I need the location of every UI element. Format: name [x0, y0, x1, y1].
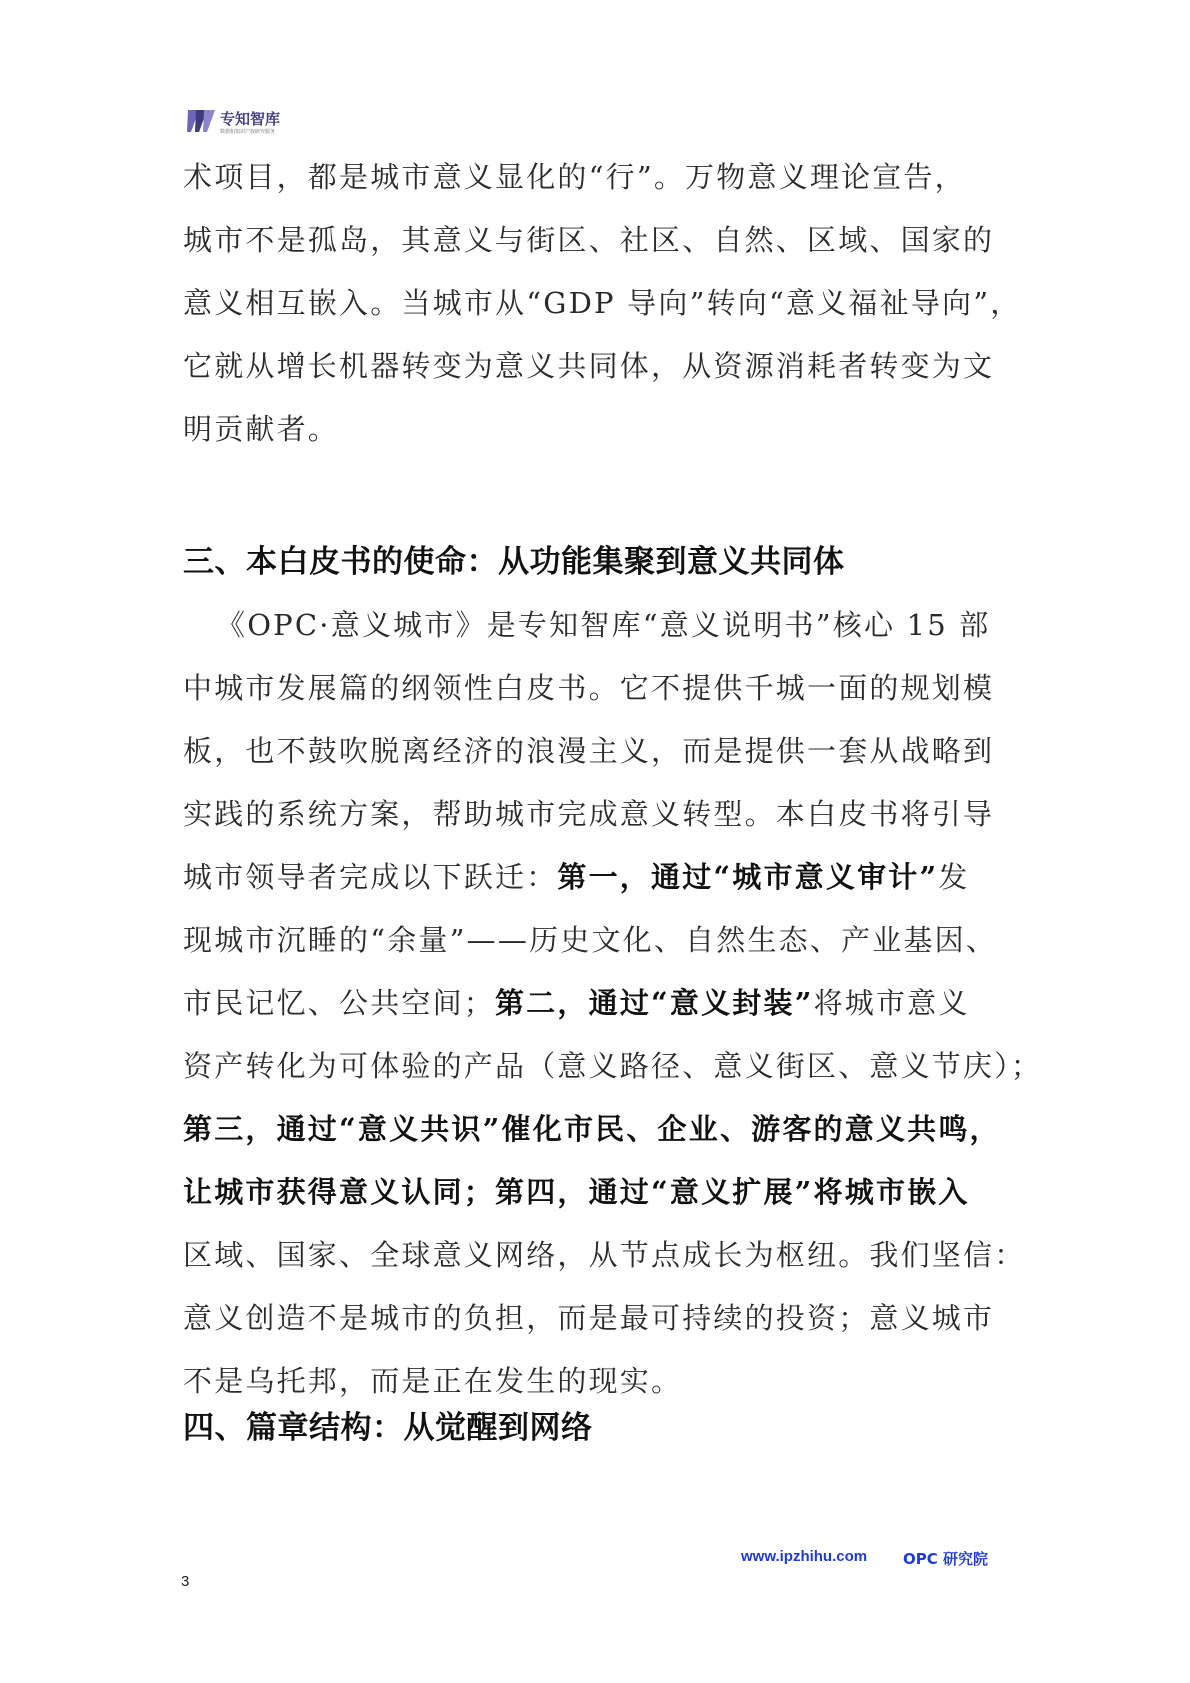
text-line	[183, 972, 1013, 1035]
text-line: 明贡献者。	[183, 412, 340, 446]
text-line: 它就从增长机器转变为意义共同体，从资源消耗者转变为文	[183, 349, 995, 383]
zhizhi-logo-icon	[186, 106, 216, 136]
text-line: 《OPC·意义城市》是专知智库“意义说明书”核心 15 部	[216, 608, 991, 642]
mission-paragraph	[183, 594, 1043, 1413]
emphasis-text: 让城市获得意义认同；第四，通过“意义扩展”将城市嵌入	[183, 1175, 970, 1209]
text-line: 意义创造不是城市的负担，而是最可持续的投资；意义城市	[183, 1301, 995, 1335]
text-run: 市民记忆、公共空间；	[183, 986, 496, 1020]
footer-url[interactable]: www.ipzhihu.com	[741, 1548, 868, 1565]
text-line: 板，也不鼓吹脱离经济的浪漫主义，而是提供一套从战略到	[183, 734, 995, 768]
text-line: 中城市发展篇的纲领性白皮书。它不提供千城一面的规划模	[183, 671, 995, 705]
text-line: 现城市沉睡的“余量”——历史文化、自然生态、产业基因、	[183, 923, 998, 957]
text-line	[183, 846, 1013, 909]
text-line: 术项目，都是城市意义显化的“行”。万物意义理论宣告，	[183, 160, 966, 194]
text-line: 不是乌托邦，而是正在发生的现实。	[183, 1364, 683, 1398]
text-line: 区域、国家、全球意义网络，从节点成长为枢纽。我们坚信：	[183, 1238, 1026, 1272]
section-heading: 三、本白皮书的使命：从功能集聚到意义共同体	[183, 544, 845, 580]
section-heading: 四、篇章结构：从觉醒到网络	[183, 1410, 593, 1446]
text-line: 实践的系统方案，帮助城市完成意义转型。本白皮书将引导	[183, 797, 995, 831]
footer-org: OPC 研究院	[903, 1550, 988, 1568]
text-line: 意义相互嵌入。当城市从“GDP 导向”转向“意义福祉导向”，	[183, 286, 1022, 320]
text-run: 城市领导者完成以下跃迁：	[183, 860, 558, 894]
text-run: 发	[938, 860, 970, 894]
page-number: 3	[181, 1573, 190, 1590]
emphasis-text: 第三，通过“意义共识”催化市民、企业、游客的意义共鸣，	[183, 1112, 1001, 1146]
text-line	[183, 1161, 1013, 1224]
logo-tagline: 数据和知识产权研究服务	[220, 129, 276, 135]
logo-name: 专知智库	[220, 110, 281, 128]
emphasis-text: 第一，通过“城市意义审计”	[557, 860, 939, 894]
text-run: 将城市意义	[813, 986, 970, 1020]
intro-paragraph	[183, 146, 1022, 461]
emphasis-text: 第二，通过“意义封装”	[495, 986, 814, 1020]
text-line: 城市不是孤岛，其意义与街区、社区、自然、区域、国家的	[183, 223, 995, 257]
text-line	[183, 1098, 1013, 1161]
text-line: 资产转化为可体验的产品（意义路径、意义街区、意义节庆）；	[183, 1049, 1043, 1083]
